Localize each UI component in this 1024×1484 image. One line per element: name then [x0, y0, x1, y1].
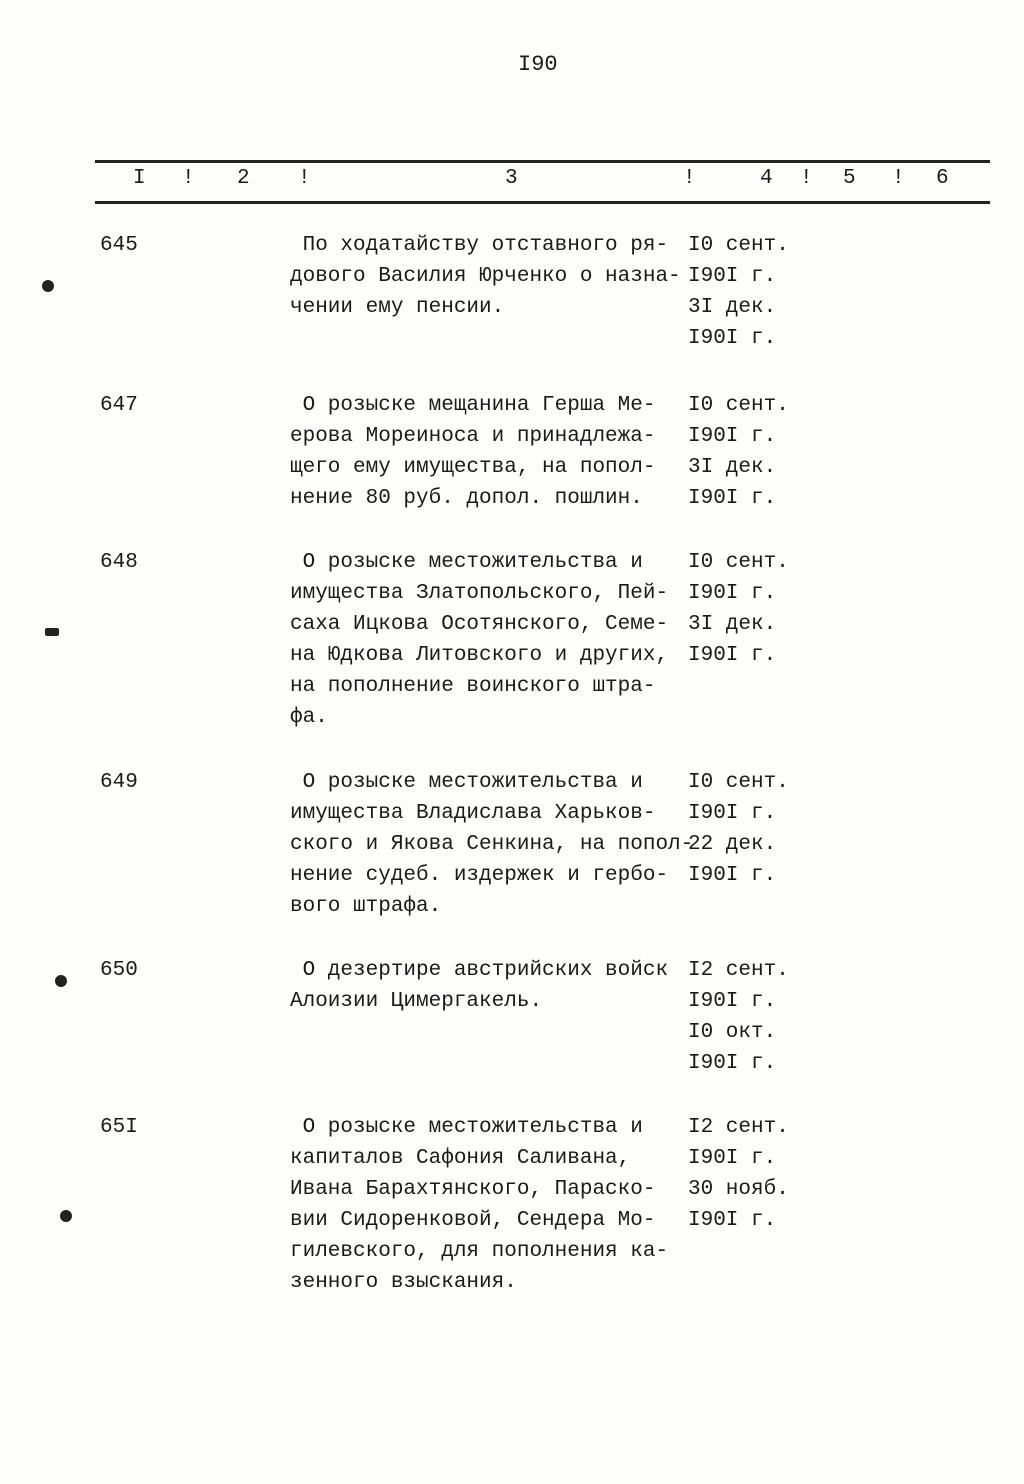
description-line: нение 80 руб. допол. пошлин.: [290, 487, 643, 510]
date-line: 3I дек.: [688, 296, 777, 319]
date-line: I90I г.: [688, 327, 777, 350]
header-top-rule: [95, 160, 990, 163]
description-line: По ходатайству отставного ря-: [290, 234, 669, 257]
description-line: на Юдкова Литовского и других,: [290, 644, 669, 667]
column-separator: !: [892, 167, 905, 190]
description-line: вого штрафа.: [290, 895, 442, 918]
description-line: Алоизии Цимергакель.: [290, 990, 543, 1013]
entry-dates: [688, 1112, 789, 1236]
date-line: I90I г.: [688, 990, 777, 1013]
description-line: гилевского, для пополнения ка-: [290, 1240, 669, 1263]
date-line: I0 сент.: [688, 234, 789, 257]
entry-dates: [688, 390, 789, 514]
entry-description: [290, 767, 693, 922]
header-bottom-rule: [95, 201, 990, 204]
column-separator: !: [683, 167, 696, 190]
date-line: I2 сент.: [688, 1116, 789, 1139]
column-separator: !: [182, 167, 195, 190]
entry-description: [290, 230, 681, 323]
binding-hole-mark: [45, 628, 59, 636]
description-line: дового Василия Юрченко о назна-: [290, 265, 681, 288]
date-line: 3I дек.: [688, 456, 777, 479]
binding-hole-mark: [42, 280, 54, 292]
page-number: I90: [518, 52, 558, 77]
date-line: I90I г.: [688, 265, 777, 288]
date-line: I90I г.: [688, 1209, 777, 1232]
date-line: I90I г.: [688, 1147, 777, 1170]
column-header-4: 4: [760, 167, 773, 190]
entry-dates: [688, 767, 789, 891]
entry-number: 650: [100, 959, 138, 982]
date-line: I0 сент.: [688, 394, 789, 417]
description-line: Ивана Барахтянского, Параско-: [290, 1178, 656, 1201]
entry-description: [290, 955, 668, 1017]
description-line: О дезертире австрийских войск: [290, 959, 669, 982]
column-separator: !: [800, 167, 813, 190]
column-header-6: 6: [936, 167, 949, 190]
description-line: фа.: [290, 706, 328, 729]
date-line: 3I дек.: [688, 613, 777, 636]
column-header-1: I: [133, 167, 146, 190]
date-line: I90I г.: [688, 1052, 777, 1075]
entry-dates: [688, 955, 789, 1079]
column-separator: !: [298, 167, 311, 190]
date-line: I90I г.: [688, 864, 777, 887]
date-line: I90I г.: [688, 644, 777, 667]
binding-hole-mark: [60, 1210, 72, 1222]
description-line: ерова Мореиноса и принадлежа-: [290, 425, 656, 448]
binding-hole-mark: [55, 975, 67, 987]
description-line: вии Сидоренковой, Сендера Мо-: [290, 1209, 656, 1232]
date-line: 30 нояб.: [688, 1178, 789, 1201]
description-line: О розыске местожительства и: [290, 551, 643, 574]
date-line: I0 окт.: [688, 1021, 777, 1044]
description-line: имущества Владислава Харьков-: [290, 802, 656, 825]
column-header-3: 3: [505, 167, 518, 190]
description-line: О розыске местожительства и: [290, 1116, 643, 1139]
column-header-5: 5: [843, 167, 856, 190]
entry-description: [290, 390, 655, 514]
entry-number: 648: [100, 551, 138, 574]
date-line: I0 сент.: [688, 551, 789, 574]
entry-number: 647: [100, 394, 138, 417]
date-line: I90I г.: [688, 425, 777, 448]
entry-dates: [688, 230, 789, 354]
column-header-2: 2: [237, 167, 250, 190]
description-line: нение судеб. издержек и гербо-: [290, 864, 669, 887]
entry-description: [290, 1112, 668, 1298]
date-line: I90I г.: [688, 802, 777, 825]
entry-number: 65I: [100, 1116, 138, 1139]
date-line: 22 дек.: [688, 833, 777, 856]
description-line: О розыске местожительства и: [290, 771, 643, 794]
description-line: чении ему пенсии.: [290, 296, 505, 319]
entry-number: 649: [100, 771, 138, 794]
date-line: I90I г.: [688, 582, 777, 605]
entry-number: 645: [100, 234, 138, 257]
description-line: щего ему имущества, на попол-: [290, 456, 656, 479]
description-line: капиталов Сафония Саливана,: [290, 1147, 631, 1170]
description-line: зенного взыскания.: [290, 1271, 517, 1294]
description-line: на пополнение воинского штра-: [290, 675, 656, 698]
date-line: I2 сент.: [688, 959, 789, 982]
date-line: I90I г.: [688, 487, 777, 510]
entry-description: [290, 547, 668, 733]
description-line: ского и Якова Сенкина, на попол-: [290, 833, 694, 856]
entry-dates: [688, 547, 789, 671]
description-line: саха Ицкова Осотянского, Семе-: [290, 613, 669, 636]
description-line: имущества Златопольского, Пей-: [290, 582, 669, 605]
description-line: О розыске мещанина Герша Ме-: [290, 394, 656, 417]
date-line: I0 сент.: [688, 771, 789, 794]
